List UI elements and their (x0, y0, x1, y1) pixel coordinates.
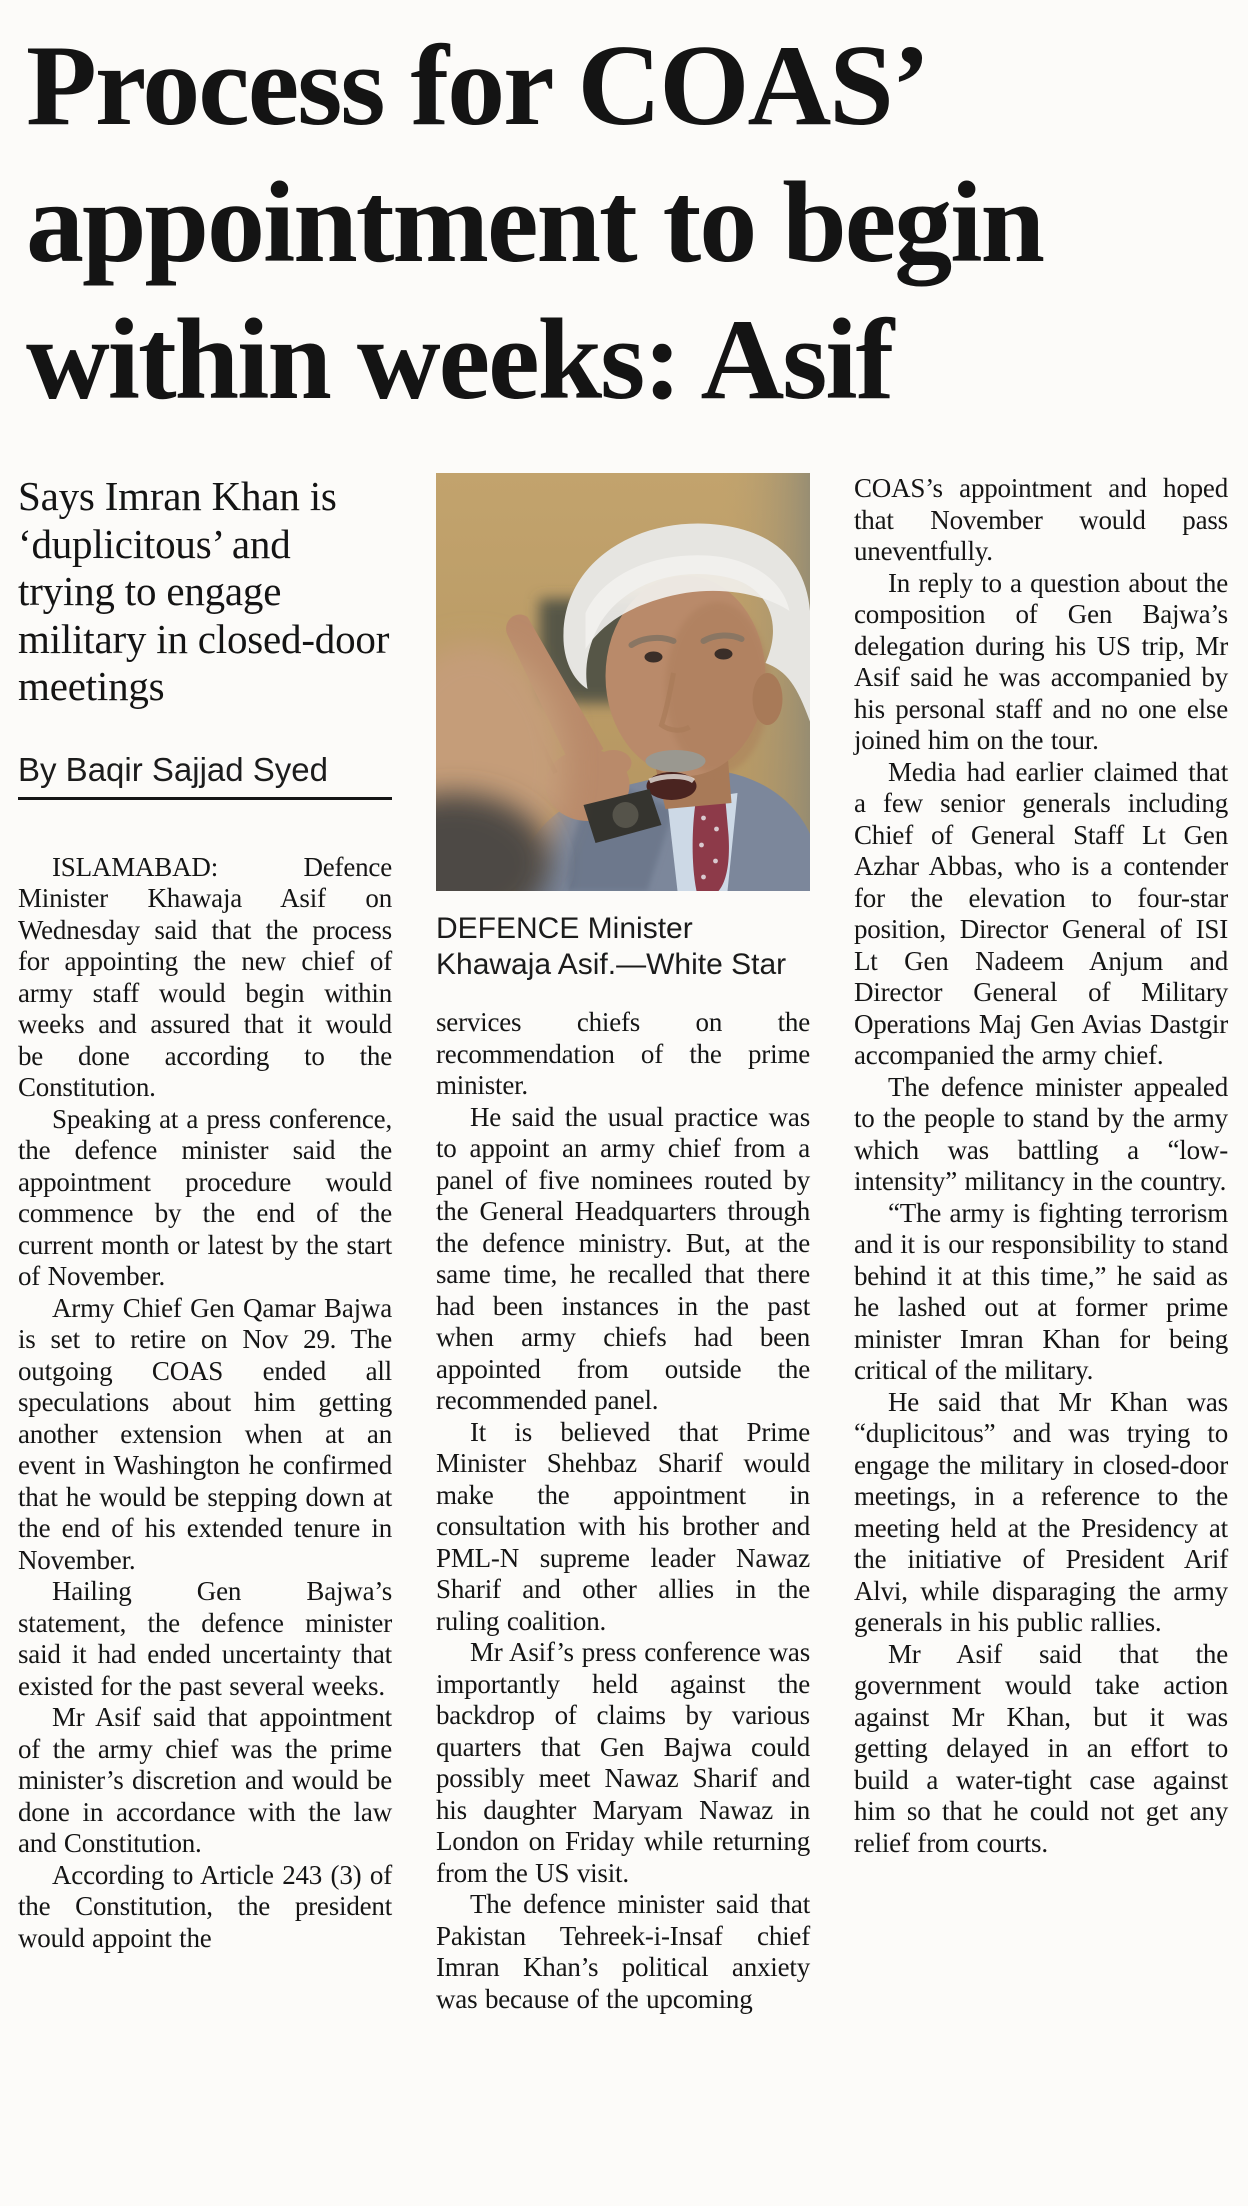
article-columns (0, 473, 1248, 2015)
byline: By Baqir Sajjad Syed (18, 750, 329, 788)
article-paragraph: Mr Asif’s press conference was importantly held against the backdrop of claims by various quarters that Gen Bajwa could possibly meet Nawaz Sharif and his daughter Maryam Nawaz in London on Friday while returning from the US visit. (436, 1637, 810, 1888)
article-paragraph: In reply to a question about the composition of Gen Bajwa’s delegation during his US trip, Mr Asif said he was accompanied by his personal staff and no one else joined him on the tour. (854, 567, 1228, 755)
article-paragraph: He said that Mr Khan was “duplicitous” and was trying to engage the military in closed-door meetings, in a reference to the meeting held at the Presidency at the initiative of President Arif Alvi, while disparaging the army generals in his public rallies. (854, 1386, 1228, 1637)
article-paragraph: Hailing Gen Bajwa’s statement, the defence minister said it had ended uncertainty that existed for the past several weeks. (18, 1576, 392, 1701)
column-2-body (436, 1007, 810, 2015)
headline: Process for COAS’ appointment to begin within weeks: Asif (26, 22, 1044, 424)
column-1-body (18, 852, 392, 1955)
photo-defence-minister (436, 473, 810, 891)
article-paragraph: It is believed that Prime Minister Shehbaz Sharif would make the appointment in consultation with his brother and PML-N supreme leader Nawaz Sharif and other allies in the ruling coalition. (436, 1416, 810, 1636)
article-paragraph: According to Article 243 (3) of the Constitution, the president would appoint the (18, 1859, 392, 1953)
article-paragraph: ISLAMABAD: Defence Minister Khawaja Asif on Wednesday said that the process for appointing the new chief of army staff would begin within weeks and assured that it would be done according to the Constitution. (18, 851, 392, 1102)
column-2 (436, 473, 810, 2015)
article-paragraph: The defence minister appealed to the people to stand by the army which was battling a “low-intensity” militancy in the country. (854, 1071, 1228, 1196)
photo-caption: DEFENCE Minister Khawaja Asif.—White Star (436, 912, 787, 981)
subheadline: Says Imran Khan is ‘duplicitous’ and trying to engage military in closed-door meetings (18, 473, 390, 709)
article-paragraph: He said the usual practice was to appoint an army chief from a panel of five nominees routed by the General Headquarters through the defence ministry. But, at the same time, he recalled that there had been instances in the past when army chiefs had been appointed from outside the recommended panel. (436, 1101, 810, 1415)
article-paragraph: Army Chief Gen Qamar Bajwa is set to retire on Nov 29. The outgoing COAS ended all speculations about him getting another extension when at an event in Washington he confirmed that he would be stepping down at the end of his extended tenure in November. (18, 1292, 392, 1575)
photo-figure (436, 473, 810, 983)
article-paragraph: Mr Asif said that appointment of the army chief was the prime minister’s discretion and would be done in accordance with the law and Constitution. (18, 1702, 392, 1858)
article-paragraph: “The army is fighting terrorism and it is our responsibility to stand behind it at this time,” he said as he lashed out at former prime minister Imran Khan for being critical of the military. (854, 1197, 1228, 1385)
column-3 (854, 473, 1228, 2015)
article-paragraph: Speaking at a press conference, the defence minister said the appointment procedure would commence by the end of the current month or latest by the start of November. (18, 1103, 392, 1291)
column-3-body (854, 473, 1228, 1859)
article-paragraph: services chiefs on the recommendation of the prime minister. (436, 1007, 810, 1100)
article-paragraph: COAS’s appointment and hoped that November would pass uneventfully. (854, 473, 1228, 566)
article-paragraph: The defence minister said that Pakistan Tehreek-i-Insaf chief Imran Khan’s political anxiety was because of the upcoming (436, 1889, 810, 2014)
article-paragraph: Mr Asif said that the government would take action against Mr Khan, but it was getting delayed in an effort to build a water-tight case against him so that he could not get any relief from courts. (854, 1638, 1228, 1858)
column-1 (18, 473, 392, 2015)
article-paragraph: Media had earlier claimed that a few senior generals including Chief of General Staff Lt Gen Azhar Abbas, who is a contender for the elevation to four-star position, Director General of ISI Lt Gen Nadeem Anjum and Director General of Military Operations Maj Gen Avias Dastgir accompanied the army chief. (854, 756, 1228, 1070)
byline-rule (18, 797, 392, 800)
